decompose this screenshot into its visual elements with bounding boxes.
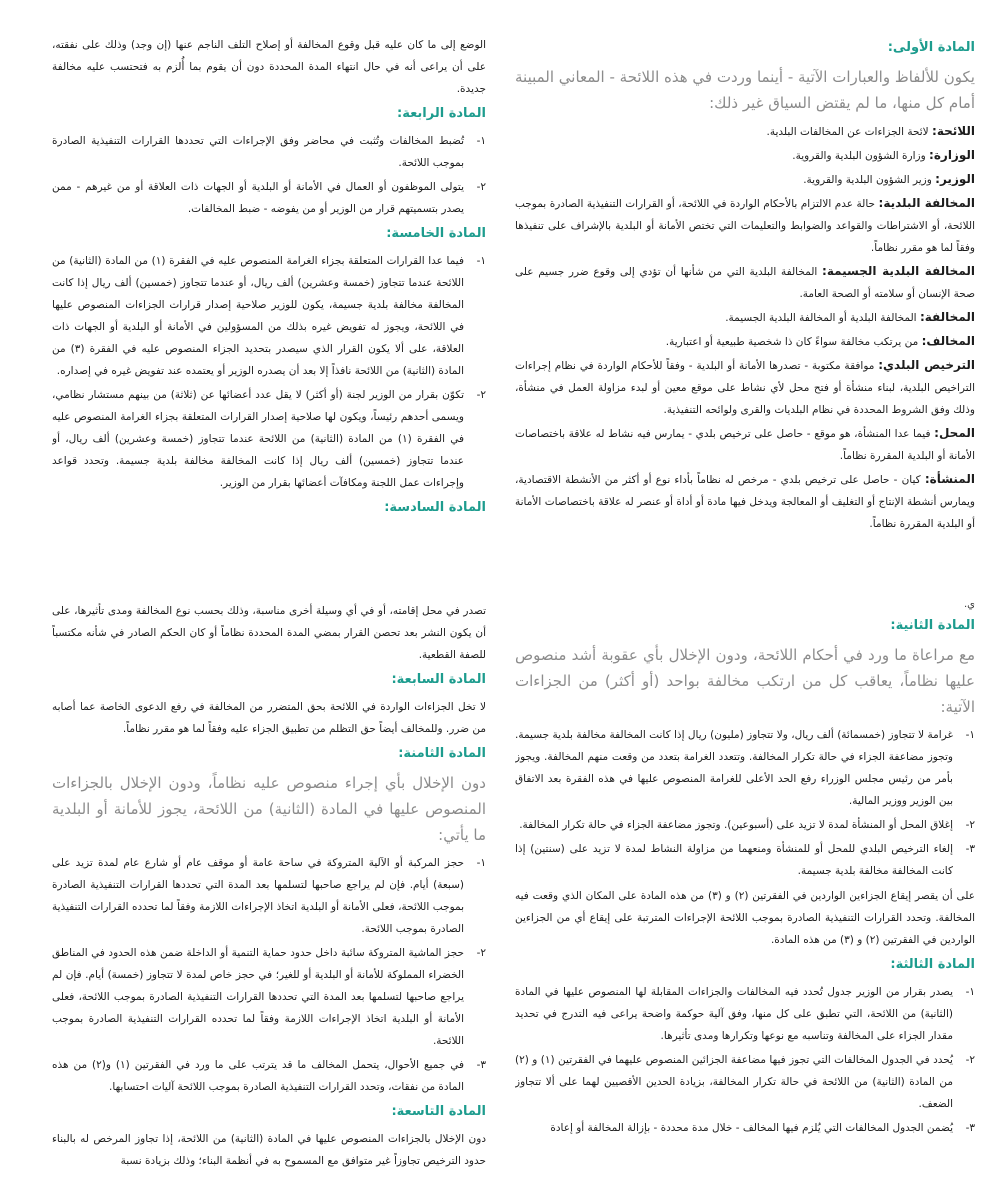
definition-term: الوزير:	[935, 172, 975, 186]
list-item	[52, 942, 486, 1052]
definition-item	[515, 306, 975, 329]
article-seven-heading: المادة السابعة:	[391, 672, 486, 687]
definition-item	[515, 192, 975, 259]
article-five-heading: المادة الخامسة:	[386, 226, 486, 241]
definition-text: من يرتكب مخالفة سواءً كان ذا شخصية طبيعية أو اعتبارية.	[665, 336, 919, 348]
definition-text: وزارة الشؤون البلدية والقروية.	[792, 150, 926, 162]
item-number: ١-	[476, 255, 486, 267]
item-number: ٣-	[965, 843, 975, 855]
list-item	[52, 130, 486, 174]
item-text: غرامة لا تتجاوز (خمسمائة) ألف ريال، ولا تتجاوز (مليون) ريال إذا كانت المخالفة مخالفة بلدية جسيمة. وتجوز مضاعفة الجزاء في حالة تكرار المخالفة. وتتعدد الغرامة بتعدد من وقعت منهم المخالفة. ويجوز بأمر من رئيس مجلس الوزراء رفع الحد الأعلى للغرامة المنصوص عليها في هذه الفقرة بعد الاتفاق بين الوزير ووزير المالية.	[515, 729, 953, 807]
list-item	[515, 981, 975, 1047]
item-text: يُضمن الجدول المخالفات التي يُلزم فيها المخالف - خلال مدة محددة - بإزالة المخالفة أو إعادة	[550, 1122, 953, 1134]
definition-item	[515, 422, 975, 467]
definition-item	[515, 168, 975, 191]
list-item	[515, 724, 975, 812]
article-two-list	[515, 724, 975, 882]
definition-text: كيان - حاصل على ترخيص بلدي - مرخص له نظاماً بأداء نوع أو أكثر من الأنشطة الاقتصادية، ويمارس أنشطة الإنتاج أو التغليف أو المعالجة ويدخل فيها مادة أو أداة أو عنصر له علاقة باختصاصات الأمانة أو البلدية المقررة نظاماً.	[515, 474, 975, 530]
item-number: ١-	[476, 135, 486, 147]
item-number: ٢-	[476, 389, 486, 401]
article-two-heading: المادة الثانية:	[890, 618, 975, 633]
article-six-continuation: تصدر في محل إقامته، أو في أي وسيلة أخرى مناسبة، وذلك بحسب نوع المخالفة ومدى تأثيرها، على أن يكون النشر بعد تحصن القرار بمضي المدة المحددة نظاماً أو كان الحكم الصادر في شأنه مكتسباً للصفة القطعية.	[52, 605, 486, 661]
definition-text: فيما عدا المنشأة، هو موقع - حاصل على ترخيص بلدي - يمارس فيه نشاط له علاقة باختصاصات الأمانة أو البلدية المقررة نظاماً.	[515, 428, 975, 462]
item-number: ٢-	[476, 947, 486, 959]
item-text: يتولى الموظفون أو العمال في الأمانة أو البلدية أو الجهات ذات العلاقة أو من غيرهم - ممن يصدر بتسميتهم قرار من الوزير أو من يفوضه - ضبط المخالفات.	[52, 181, 464, 215]
article-eight-list	[52, 852, 486, 1098]
item-number: ٢-	[476, 181, 486, 193]
item-text: تُضبط المخالفات وتُثبت في محاضر وفق الإجراءات التي تحددها القرارات التنفيذية الصادرة بموجب اللائحة.	[52, 135, 464, 169]
definitions-list	[515, 120, 975, 535]
item-text: إغلاق المحل أو المنشأة لمدة لا تزيد على (أسبوعين). وتجوز مضاعفة الجزاء في حالة تكرار المخالفة.	[519, 819, 953, 831]
list-item	[515, 814, 975, 836]
article-five-list	[52, 250, 486, 494]
article-one-heading: المادة الأولى:	[887, 40, 975, 55]
article-eight-heading: المادة الثامنة:	[398, 746, 486, 761]
item-text: يصدر بقرار من الوزير جدول تُحدد فيه المخالفات والجزاءات المقابلة لها المنصوص عليها في المادة (الثانية) من اللائحة، التي تطبق على كل منها، وفق آلية حوكمة واضحة يراعى فيه التدرج في تحديد مقدار الجزاء على المخالفة وتناسبه مع نوعها وتكرارها ومدى تأثيرها.	[515, 986, 953, 1042]
article-four-list	[52, 130, 486, 220]
definition-item	[515, 144, 975, 167]
item-text: في جميع الأحوال، يتحمل المخالف ما قد يترتب على ما ورد في الفقرتين (١) و(٢) من هذه المادة من نفقات، وتحدد القرارات التنفيذية الصادرة بموجب اللائحة آليات احتسابها.	[52, 1059, 464, 1093]
list-item	[52, 384, 486, 494]
article-three-heading: المادة الثالثة:	[890, 957, 975, 972]
article-one-column	[515, 34, 975, 556]
item-number: ٣-	[965, 1122, 975, 1134]
article-nine-heading: المادة التاسعة:	[391, 1104, 486, 1119]
definition-term: الترخيص البلدي:	[878, 358, 975, 372]
definition-item	[515, 260, 975, 305]
definition-term: المحل:	[934, 426, 975, 440]
list-item	[515, 1117, 975, 1139]
definition-text: وزير الشؤون البلدية والقروية.	[803, 174, 932, 186]
definition-item	[515, 354, 975, 421]
articles-seven-nine-column	[52, 600, 486, 1180]
article-six-heading: المادة السادسة:	[384, 500, 486, 515]
item-number: ١-	[476, 857, 486, 869]
list-item	[52, 1054, 486, 1098]
definition-term: المخالفة البلدية الجسيمة:	[822, 264, 975, 278]
list-item	[515, 1049, 975, 1115]
definition-term: الوزارة:	[929, 148, 975, 162]
definition-term: اللائحة:	[932, 124, 975, 138]
definition-text: موافقة مكتوبة - تصدرها الأمانة أو البلدية - وفقاً للأحكام الواردة في نظام إجراءات التراخيص البلدية، لبناء منشأة أو فتح محل لأي نشاط على موقع معين أو لبدء مزاولة العمل في منشأة، وذلك وفق الشروط المحددة في نظام البلديات والقرى ولوائحه التنفيذية.	[515, 360, 975, 416]
item-number: ١-	[965, 986, 975, 998]
item-text: يُحدد في الجدول المخالفات التي تجوز فيها مضاعفة الجزائين المنصوص عليهما في الفقرتين (١) و (٢) من المادة (الثانية) من اللائحة في حالة تكرار المخالفة، بزيادة الحدين الأقصيين لهما على ألا تتجاوز الضعف.	[515, 1054, 953, 1110]
item-text: حجز المركبة أو الآلية المتروكة في ساحة عامة أو موقف عام أو شارع عام لمدة تزيد على (سبعة) أيام. فإن لم يراجع صاحبها لتسلمها بعد المدة التي تحددها القرارات التنفيذية الصادرة بموجب اللائحة، فعلى الأمانة أو البلدية اتخاذ الإجراءات اللازمة وفقاً لما تحدده القرارات التنفيذية الصادرة بموجب اللائحة.	[52, 857, 464, 935]
definition-text: المخالفة البلدية التي من شأنها أن تؤدي إلى وقوع ضرر جسيم على صحة الإنسان أو سلامته أو الصحة العامة.	[515, 266, 975, 300]
definition-text: لائحة الجزاءات عن المخالفات البلدية.	[766, 126, 929, 138]
article-eight-intro: دون الإخلال بأي إجراء منصوص عليه نظاماً، ودون الإخلال بالجزاءات المنصوص عليها في المادة (الثانية) من اللائحة، يجوز للأمانة أو البلدية ما يأتي:	[52, 774, 486, 844]
cut-line-stub: ي.	[963, 600, 975, 610]
definition-item	[515, 120, 975, 143]
list-item	[52, 852, 486, 940]
definition-text: المخالفة البلدية أو المخالفة البلدية الجسيمة.	[725, 312, 917, 324]
article-two-intro: مع مراعاة ما ورد في أحكام اللائحة، ودون الإخلال بأي عقوبة أشد منصوص عليها نظاماً، يعاقب كل من ارتكب مخالفة بواحد (أو أكثر) من الجزاءات الآتية:	[515, 646, 975, 716]
definition-term: المخالف:	[921, 334, 975, 348]
item-number: ٣-	[476, 1059, 486, 1071]
definition-text: حالة عدم الالتزام بالأحكام الواردة في اللائحة، أو القرارات التنفيذية الصادرة بموجب اللائحة، أو الاشتراطات والقواعد والضوابط والتعليمات التي تختص الأمانة أو البلدية بالإشراف على تنفيذها وفقاً لما هو مقرر نظاماً.	[515, 198, 975, 254]
list-item	[515, 838, 975, 882]
article-one-intro: يكون للألفاظ والعبارات الآتية - أينما وردت في هذه اللائحة - المعاني المبينة أمام كل منها، ما لم يقتض السياق غير ذلك:	[515, 68, 975, 112]
list-item	[52, 250, 486, 382]
item-text: إلغاء الترخيص البلدي للمحل أو للمنشأة ومنعهما من مزاولة النشاط لمدة لا تزيد على (سنتين) إذا كانت المخالفة مخالفة بلدية جسيمة.	[515, 843, 953, 877]
item-text: تكوّن بقرار من الوزير لجنة (أو أكثر) لا يقل عدد أعضائها عن (ثلاثة) من بينهم مستشار نظامي، ويسمى أحدهم رئيساً، ويكون لها صلاحية إصدار القرارات المتعلقة بجزاء الغرامة المنصوص عليه في الفقرة (١) من المادة (الثانية) من اللائحة عندما تتجاوز (خمسة وعشرين) ألف ريال، أو عندما تتجاوز (خمسين) ألف ريال إذا كانت المخالفة مخالفة بلدية جسيمة. وتحدد قواعد وإجراءات عمل اللجنة ومكافآت أعضائها بقرار من الوزير.	[52, 389, 464, 489]
articles-two-three-column	[515, 600, 975, 1180]
item-text: حجز الماشية المتروكة سائبة داخل حدود حماية التنمية أو الداخلة ضمن هذه الحدود في المناطق الخضراء المملوكة للأمانة أو البلدية أو للغير؛ في حجز خاص لمدة لا تتجاوز (خمسة) أيام. فإن لم يراجع صاحبها لتسلمها بعد المدة التي تحددها القرارات التنفيذية الصادرة بموجب اللائحة، فعلى الأمانة أو البلدية اتخاذ الإجراءات اللازمة وفقاً لما تحدده القرارات التنفيذية الصادرة بموجب اللائحة.	[52, 947, 464, 1047]
item-number: ٢-	[965, 1054, 975, 1066]
item-number: ١-	[965, 729, 975, 741]
article-two-closing: على أن يقصر إيقاع الجزاءين الواردين في الفقرتين (٢) و (٣) من هذه المادة على المكان الذي وقعت فيه المخالفة. وتحدد القرارات التنفيذية الصادرة بموجب اللائحة الإجراءات المترتبة على إيقاع أي من الجزاءين الواردين في الفقرتين (٢) و (٣) من هذه المادة.	[515, 890, 975, 946]
article-nine-text: دون الإخلال بالجزاءات المنصوص عليها في المادة (الثانية) من اللائحة، إذا تجاوز المرخص له بالبناء حدود الترخيص تجاوزاً غير متوافق مع المسموح به في أنظمة البناء؛ وذلك بزيادة نسبة	[52, 1133, 486, 1167]
definition-item	[515, 468, 975, 535]
definition-term: المخالفة البلدية:	[878, 196, 975, 210]
articles-four-five-column	[52, 34, 486, 556]
definition-item	[515, 330, 975, 353]
item-text: فيما عدا القرارات المتعلقة بجزاء الغرامة المنصوص عليه في الفقرة (١) من المادة (الثانية) من اللائحة عندما تتجاوز (خمسة وعشرين) ألف ريال، أو عندما تتجاوز (خمسين) ألف ريال إذا كانت المخالفة مخالفة بلدية جسيمة، يكون للوزير صلاحية إصدار قرارات الجزاءات المنصوص عليها في اللائحة، ويجوز له تفويض غيره بذلك من المسؤولين في الأمانة أو البلدية أو الجهات ذات العلاقة، على ألا يكون القرار الذي سيصدر بتحديد الجزاء المنصوص عليه في الفقرة (٣) من المادة (الثانية) من اللائحة نافذاً إلا بعد أن يصدره الوزير أو يعتمده عند تفويض غيره في إصداره.	[52, 255, 464, 377]
definition-term: المخالفة:	[919, 310, 975, 324]
article-four-heading: المادة الرابعة:	[397, 106, 486, 121]
list-item	[52, 176, 486, 220]
article-three-continuation: الوضع إلى ما كان عليه قبل وقوع المخالفة أو إصلاح التلف الناجم عنها (إن وجد) وذلك على نفقته، على أن يراعى أنه في حال انتهاء المدة المحددة دون أن يقوم بما أُلزم به فتحتسب عليه مخالفة جديدة.	[52, 39, 486, 95]
item-number: ٢-	[965, 819, 975, 831]
article-three-list	[515, 981, 975, 1139]
definition-term: المنشأة:	[924, 472, 975, 486]
article-seven-text: لا تخل الجزاءات الواردة في اللائحة بحق المتضرر من المخالفة في رفع الدعوى الخاصة عما أصابه من ضرر. وللمخالف أيضاً حق التظلم من تطبيق الجزاء عليه وفقاً لما هو مقرر نظاماً.	[52, 701, 486, 735]
